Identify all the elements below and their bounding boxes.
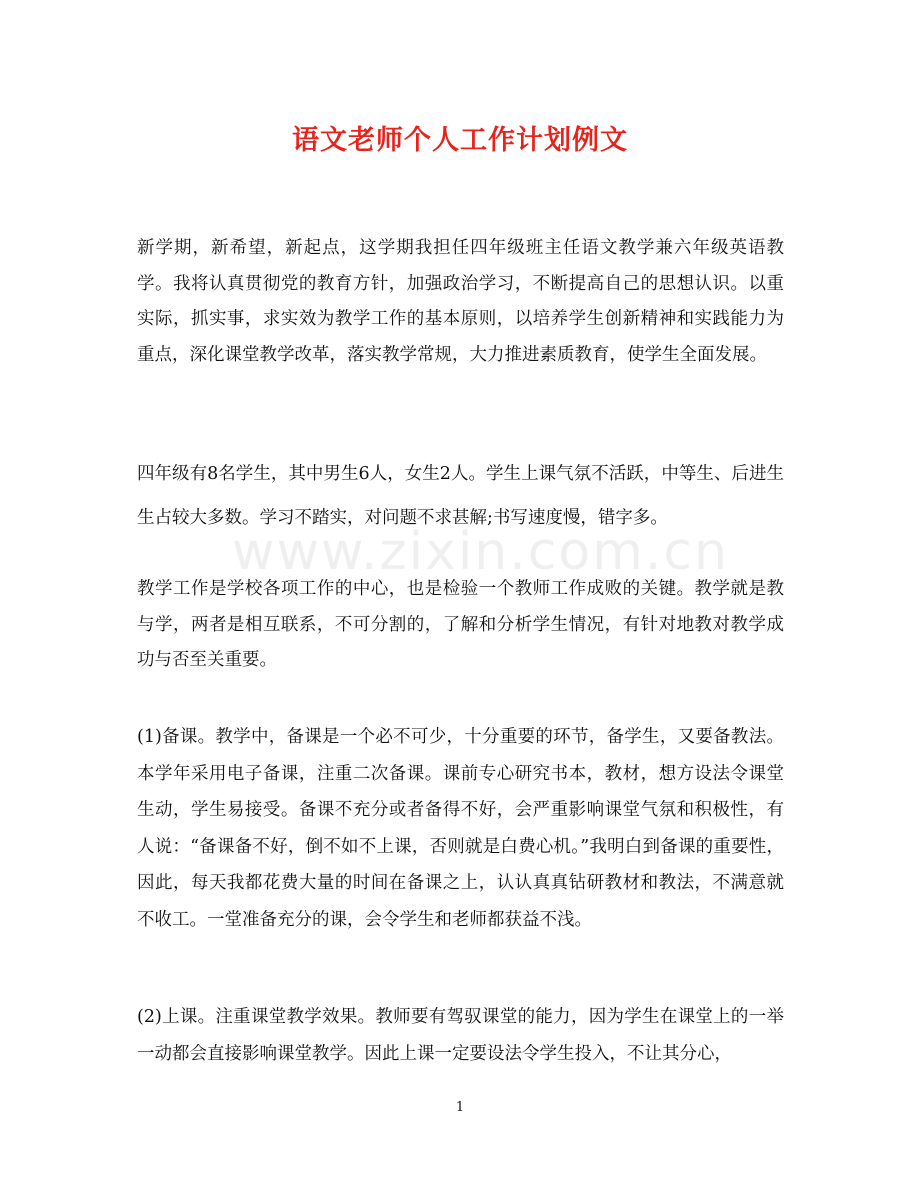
paragraph-teaching: 教学工作是学校各项工作的中心，也是检验一个教师工作成败的关键。教学就是教与学，两者是相互联系，不可分割的，了解和分析学生情况，有针对地教对教学成功与否至关重要。 [137, 579, 784, 670]
watermark-text: www.zixin.com.cn [232, 522, 729, 582]
page-number: 1 [455, 1100, 465, 1115]
paragraph-intro: 新学期，新希望，新起点，这学期我担任四年级班主任语文教学兼六年级英语教学。我将认真贯彻党的教育方针，加强政治学习，不断提高自己的思想认识。以重实际，抓实事，求实效为教学工作的基本原则，以培养学生创新精神和实践能力为重点，深化课堂教学改革，落实教学常规，大力推进素质教育，使学生全面发展。 [137, 238, 784, 365]
paragraph-lesson-prep: (1)备课。教学中，备课是一个必不可少，十分重要的环节，备学生，又要备教法。本学年采用电子备课，注重二次备课。课前专心研究书本，教材，想方设法令课堂生动，学生易接受。备课不充分或者备得不好，会严重影响课堂气氛和积极性，有人说：“备课备不好，倒不如不上课，否则就是白费心机。”我明白到备课的重要性，因此，每天我都花费大量的时间在备课之上，认认真真钻研教材和教法，不满意就不收工。一堂准备充分的课，会令学生和老师都获益不浅。 [137, 727, 784, 930]
paragraph-class: (2)上课。注重课堂教学效果。教师要有驾驭课堂的能力，因为学生在课堂上的一举一动都会直接影响课堂教学。因此上课一定要设法令学生投入，不让其分心， [137, 1007, 784, 1064]
paragraph-students: 四年级有8名学生，其中男生6人，女生2人。学生上课气氛不活跃，中等生、后进生生占较大多数。学习不踏实，对问题不求甚解;书写速度慢，错字多。 [137, 464, 784, 528]
document-title: 语文老师个人工作计划例文 [292, 125, 628, 156]
